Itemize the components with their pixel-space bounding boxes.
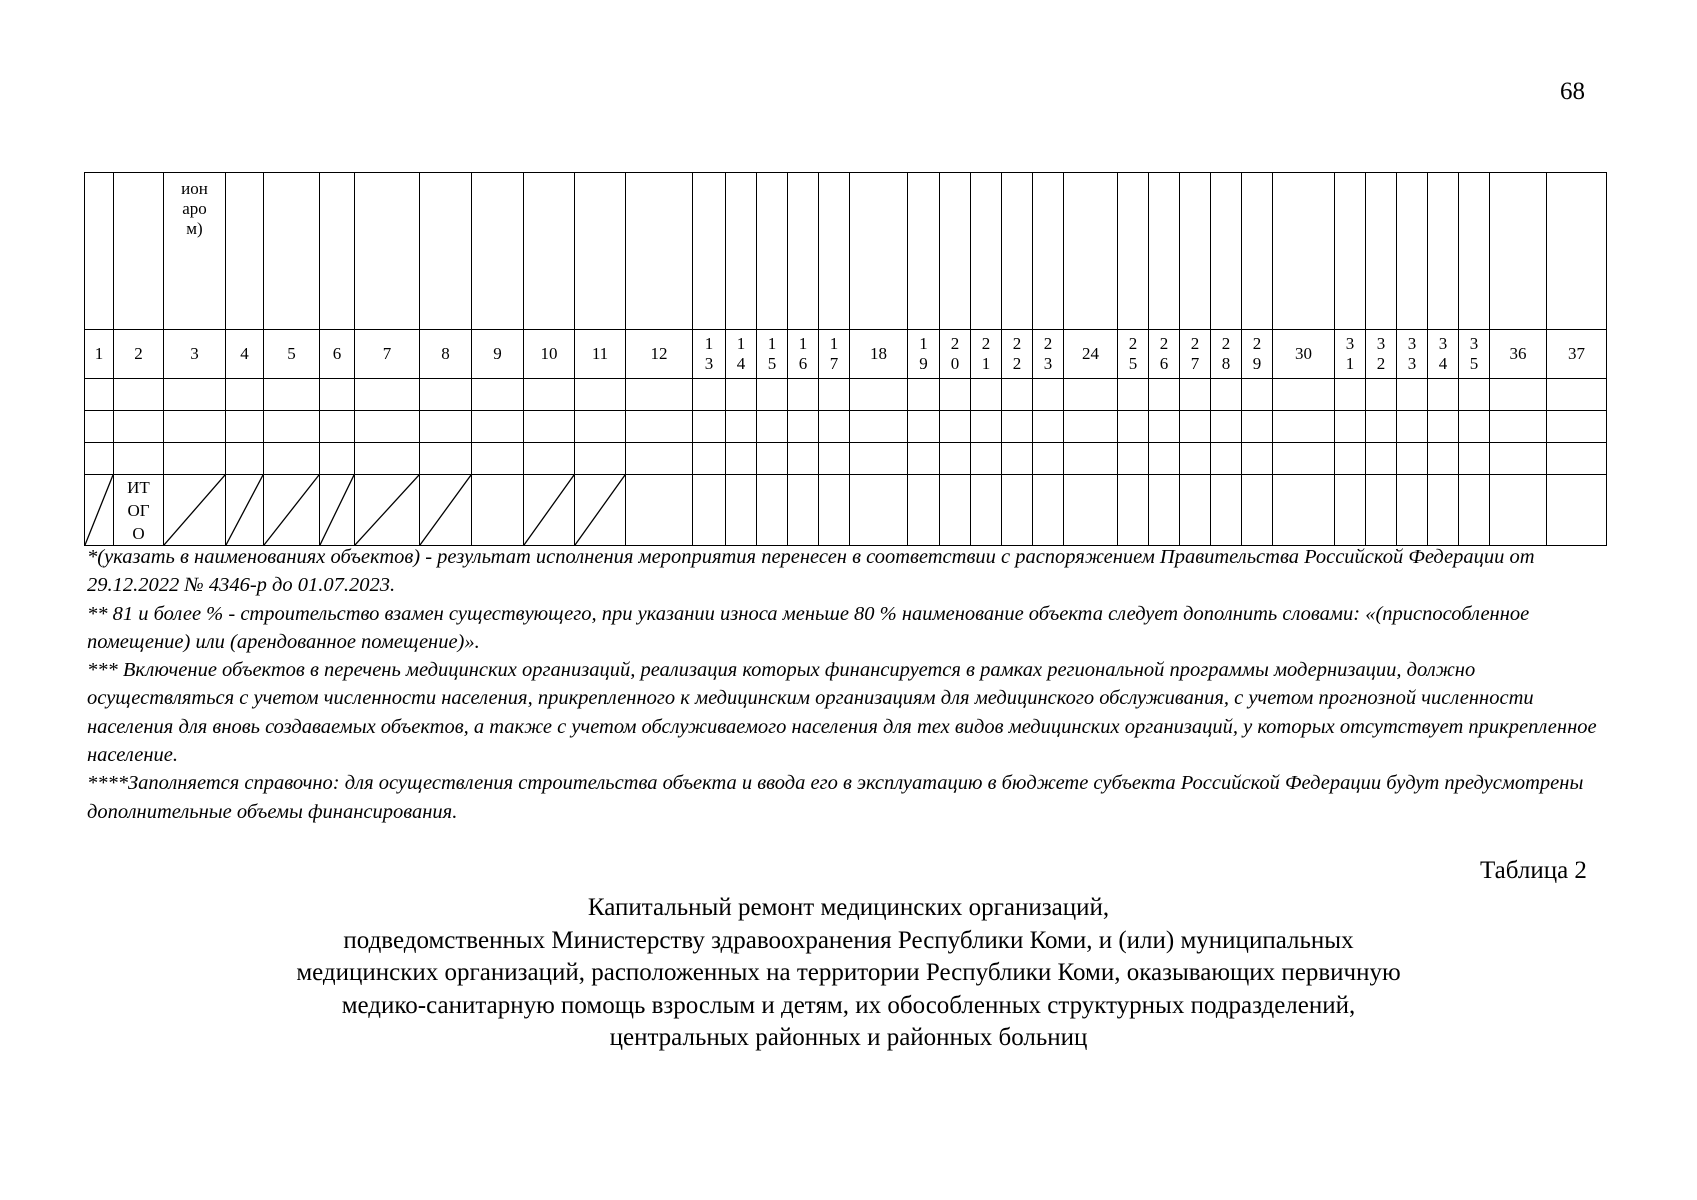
table-cell: [940, 443, 971, 475]
table-2-label: Таблица 2: [1480, 857, 1587, 884]
footnote-4: ****Заполняется справочно: для осуществления строительства объекта и ввода его в эксплуатацию в бюджете субъекта Российской Федерации будут предусмотрены дополнительные объемы финансирования.: [87, 772, 1584, 823]
column-number: [1397, 330, 1428, 379]
header-text-fragment: ион: [181, 179, 208, 198]
table-cell: [264, 443, 320, 475]
column-number-label: 21: [981, 334, 991, 373]
total-cell: [226, 475, 264, 546]
table-cell: [1033, 443, 1064, 475]
table-cell: [1366, 379, 1397, 411]
total-cell: [819, 475, 850, 546]
column-number: [940, 330, 971, 379]
table-cell: [472, 379, 524, 411]
total-cell: [1490, 475, 1547, 546]
column-number: [626, 330, 693, 379]
column-number-label: 9: [493, 344, 502, 363]
table-cell: [1428, 379, 1459, 411]
table-cell: [1335, 379, 1366, 411]
table-cell: [1335, 411, 1366, 443]
table-cell: [788, 443, 819, 475]
table-cell: [850, 411, 908, 443]
table-cell: [788, 411, 819, 443]
table-cell: [264, 411, 320, 443]
table-cell: [355, 411, 420, 443]
table-cell: [1118, 443, 1149, 475]
diagonal-slash: [355, 475, 419, 545]
total-cell: [472, 475, 524, 546]
table-cell: [1335, 443, 1366, 475]
page-number: 68: [1560, 78, 1585, 105]
header-cell: [320, 173, 355, 330]
total-cell: [1118, 475, 1149, 546]
total-cell: [1180, 475, 1211, 546]
total-label: ИТОГО: [127, 477, 150, 543]
column-number: [1273, 330, 1335, 379]
table-cell: [1273, 443, 1335, 475]
total-cell: [575, 475, 626, 546]
header-cell: [575, 173, 626, 330]
column-number: [524, 330, 575, 379]
table-cell: [114, 443, 164, 475]
table-cell: [693, 379, 726, 411]
column-number: [819, 330, 850, 379]
column-number: [726, 330, 757, 379]
column-number-label: 3: [190, 344, 199, 363]
column-number: [788, 330, 819, 379]
table-cell: [1242, 411, 1273, 443]
total-cell: [1547, 475, 1607, 546]
column-number: [971, 330, 1002, 379]
table-cell: [757, 411, 788, 443]
table-cell: [355, 443, 420, 475]
title-line: медицинских организаций, расположенных на территории Республики Коми, оказывающих первичную: [296, 959, 1401, 986]
header-cell: [164, 173, 226, 330]
column-number: [1211, 330, 1242, 379]
total-cell: [1242, 475, 1273, 546]
diagonal-slash: [226, 475, 263, 545]
table-cell: [1149, 411, 1180, 443]
table-cell: [850, 379, 908, 411]
column-number-label: 14: [736, 334, 746, 373]
column-number: [320, 330, 355, 379]
column-number-label: 13: [704, 334, 714, 373]
table-cell: [1211, 379, 1242, 411]
column-number: [264, 330, 320, 379]
column-number: [114, 330, 164, 379]
column-number-label: 18: [870, 344, 887, 363]
total-cell: [788, 475, 819, 546]
table-cell: [819, 379, 850, 411]
column-number-label: 16: [798, 334, 808, 373]
table-cell: [524, 411, 575, 443]
table-cell: [1397, 379, 1428, 411]
table-cell: [1459, 379, 1490, 411]
total-cell: [420, 475, 472, 546]
total-cell: [355, 475, 420, 546]
header-cell: [1064, 173, 1118, 330]
table-cell: [1459, 411, 1490, 443]
total-cell: [320, 475, 355, 546]
footnotes: [87, 543, 1607, 826]
header-cell: [1428, 173, 1459, 330]
table-cell: [226, 443, 264, 475]
column-number: [1180, 330, 1211, 379]
header-cell: [1033, 173, 1064, 330]
footnote-1: *(указать в наименованиях объектов) - результат исполнения мероприятия перенесен в соответствии с распоряжением Правительства Российской Федерации от 29.12.2022 № 4346-р до 01.07.2023.: [87, 546, 1535, 597]
table-cell: [1211, 411, 1242, 443]
table-cell: [850, 443, 908, 475]
total-cell: [1033, 475, 1064, 546]
total-cell: [1366, 475, 1397, 546]
header-cell: [226, 173, 264, 330]
header-cell: [971, 173, 1002, 330]
table-cell: [420, 411, 472, 443]
column-number-label: 34: [1438, 334, 1448, 373]
table-cell: [971, 379, 1002, 411]
table-cell: [1397, 411, 1428, 443]
header-cell: [1118, 173, 1149, 330]
total-cell: [85, 475, 114, 546]
header-cell: [757, 173, 788, 330]
total-cell: [908, 475, 940, 546]
column-number-label: 11: [591, 344, 609, 363]
table-cell: [1397, 443, 1428, 475]
table-cell: [626, 443, 693, 475]
column-number-label: 22: [1012, 334, 1022, 373]
column-number-label: 26: [1159, 334, 1169, 373]
total-cell: [1273, 475, 1335, 546]
column-number: [1033, 330, 1064, 379]
data-table: [84, 172, 1607, 546]
table-cell: [85, 443, 114, 475]
table-cell: [1366, 411, 1397, 443]
table-cell: [819, 443, 850, 475]
table-cell: [1273, 379, 1335, 411]
column-number: [1118, 330, 1149, 379]
column-number-label: 1: [94, 344, 104, 363]
table-cell: [114, 411, 164, 443]
title-line: медико-санитарную помощь взрослым и детям, их обособленных структурных подразделений,: [341, 991, 1356, 1019]
table-cell: [575, 411, 626, 443]
table-cell: [908, 411, 940, 443]
table-cell: [1149, 379, 1180, 411]
table-cell: [420, 443, 472, 475]
title-line: подведомственных Министерству здравоохранения Республики Коми, и (или) муниципальных: [343, 926, 1354, 954]
column-number-label: 2: [134, 344, 143, 363]
total-cell: [1002, 475, 1033, 546]
column-number-label: 25: [1128, 334, 1138, 373]
table-cell: [226, 411, 264, 443]
table-cell: [1002, 443, 1033, 475]
column-numbers-row: [85, 330, 1607, 379]
diagonal-slash: [420, 475, 471, 545]
table-cell: [1149, 443, 1180, 475]
column-number: [575, 330, 626, 379]
column-number: [1335, 330, 1366, 379]
table-cell: [575, 379, 626, 411]
table-cell: [1273, 411, 1335, 443]
header-cell: [472, 173, 524, 330]
table-cell: [264, 379, 320, 411]
header-cell: [355, 173, 420, 330]
column-number-label: 37: [1568, 344, 1585, 363]
table-row: [85, 411, 1607, 443]
header-cell: [850, 173, 908, 330]
table-cell: [524, 379, 575, 411]
total-cell: [693, 475, 726, 546]
table-cell: [355, 379, 420, 411]
diagonal-slash: [524, 475, 574, 545]
table-cell: [472, 443, 524, 475]
column-number-label: 12: [650, 344, 668, 363]
table-cell: [1180, 411, 1211, 443]
total-label-cell: [114, 475, 164, 546]
column-number: [1547, 330, 1607, 379]
header-cell: [114, 173, 164, 330]
table-cell: [626, 411, 693, 443]
table-cell: [164, 411, 226, 443]
header-cell: [1273, 173, 1335, 330]
column-number: [472, 330, 524, 379]
total-cell: [940, 475, 971, 546]
table-cell: [524, 443, 575, 475]
table-cell: [940, 379, 971, 411]
table-cell: [1242, 443, 1273, 475]
total-cell: [1335, 475, 1366, 546]
table-cell: [788, 379, 819, 411]
column-number-label: 30: [1295, 344, 1312, 363]
total-cell: [626, 475, 693, 546]
total-cell: [726, 475, 757, 546]
total-cell: [1064, 475, 1118, 546]
header-cell: [1547, 173, 1607, 330]
total-cell: [850, 475, 908, 546]
total-cell: [1211, 475, 1242, 546]
table-cell: [1428, 411, 1459, 443]
table-cell: [1211, 443, 1242, 475]
header-cell: [908, 173, 940, 330]
header-cell: [693, 173, 726, 330]
table-cell: [1242, 379, 1273, 411]
table-cell: [1547, 379, 1607, 411]
column-number-label: 36: [1509, 344, 1527, 363]
table-cell: [575, 443, 626, 475]
header-cell: [524, 173, 575, 330]
title-line: центральных районных и районных больниц: [609, 1024, 1088, 1051]
table-cell: [1118, 411, 1149, 443]
table-cell: [1180, 443, 1211, 475]
table-cell: [726, 443, 757, 475]
table-cell: [226, 379, 264, 411]
column-number: [420, 330, 472, 379]
column-number-label: 27: [1190, 334, 1200, 373]
header-cell: [1242, 173, 1273, 330]
table-cell: [1428, 443, 1459, 475]
column-number-label: 10: [540, 344, 558, 363]
title-line: Капитальный ремонт медицинских организаций,: [587, 894, 1110, 921]
table-cell: [971, 411, 1002, 443]
header-cell: [420, 173, 472, 330]
table-cell: [85, 379, 114, 411]
column-number: [1490, 330, 1547, 379]
total-cell: [1459, 475, 1490, 546]
table-cell: [1064, 443, 1118, 475]
header-cell: [1366, 173, 1397, 330]
table-cell: [1490, 443, 1547, 475]
header-text-fragment: м): [186, 219, 203, 238]
column-number: [1459, 330, 1490, 379]
column-number-label: 17: [829, 334, 839, 373]
header-cell: [1459, 173, 1490, 330]
header-text-fragment: аро: [182, 199, 207, 218]
table-cell: [1547, 443, 1607, 475]
column-number-label: 32: [1376, 334, 1386, 373]
table-header-row: [85, 173, 1607, 330]
total-row: [85, 475, 1607, 546]
table-cell: [908, 379, 940, 411]
diagonal-slash: [164, 475, 225, 545]
table-cell: [908, 443, 940, 475]
column-number-label: 5: [287, 344, 296, 363]
table-cell: [693, 411, 726, 443]
column-number-label: 7: [382, 344, 392, 363]
header-cell: [788, 173, 819, 330]
column-number: [1366, 330, 1397, 379]
total-cell: [1397, 475, 1428, 546]
table-cell: [85, 411, 114, 443]
table-cell: [164, 443, 226, 475]
column-number-label: 28: [1221, 334, 1231, 373]
table-cell: [114, 379, 164, 411]
column-number-label: 4: [240, 344, 249, 363]
header-cell: [819, 173, 850, 330]
table-cell: [1459, 443, 1490, 475]
total-cell: [524, 475, 575, 546]
header-cell: [1397, 173, 1428, 330]
table-cell: [420, 379, 472, 411]
diagonal-slash: [85, 475, 113, 545]
table-row: [85, 443, 1607, 475]
total-cell: [1428, 475, 1459, 546]
table-cell: [1064, 411, 1118, 443]
column-number-label: 15: [767, 334, 777, 373]
table-cell: [1366, 443, 1397, 475]
table-cell: [940, 411, 971, 443]
table-cell: [726, 411, 757, 443]
table-cell: [164, 379, 226, 411]
header-cell: [264, 173, 320, 330]
total-cell: [264, 475, 320, 546]
footnote-3: *** Включение объектов в перечень медицинских организаций, реализация которых финансируется в рамках региональной программы модернизации, должно осуществляться с учетом численности населения, прикрепленного к медицинским организациям для медицинского обслуживания, с учетом прогнозной численности населения для вновь создаваемых объектов, а также с учетом обслуживаемого населения для тех видов медицинских организаций, у которых отсутствует прикрепленное население.: [87, 659, 1597, 767]
table-cell: [1118, 379, 1149, 411]
column-number-label: 6: [332, 344, 342, 363]
header-cell: [1490, 173, 1547, 330]
table-cell: [757, 379, 788, 411]
header-cell: [726, 173, 757, 330]
column-number: [164, 330, 226, 379]
header-cell: [626, 173, 693, 330]
header-cell: [940, 173, 971, 330]
column-number-label: 29: [1252, 334, 1262, 373]
table-cell: [626, 379, 693, 411]
table-2-title: [0, 892, 1697, 1055]
column-number: [1428, 330, 1459, 379]
table-cell: [1033, 411, 1064, 443]
column-number-label: 24: [1082, 344, 1099, 363]
diagonal-slash: [320, 475, 354, 545]
total-cell: [971, 475, 1002, 546]
column-number: [850, 330, 908, 379]
column-number: [1149, 330, 1180, 379]
table-cell: [1180, 379, 1211, 411]
table-cell: [819, 411, 850, 443]
header-cell: [1149, 173, 1180, 330]
table-row: [85, 379, 1607, 411]
column-number: [908, 330, 940, 379]
diagonal-slash: [575, 475, 625, 545]
table-cell: [320, 443, 355, 475]
column-number-label: 35: [1469, 334, 1479, 373]
table-cell: [1490, 411, 1547, 443]
table-cell: [320, 411, 355, 443]
table-cell: [1002, 411, 1033, 443]
table-cell: [726, 379, 757, 411]
table-cell: [1064, 379, 1118, 411]
diagonal-slash: [264, 475, 319, 545]
header-cell: [85, 173, 114, 330]
column-number-label: 23: [1043, 334, 1053, 373]
column-number: [85, 330, 114, 379]
column-number: [355, 330, 420, 379]
table-cell: [472, 411, 524, 443]
table-cell: [757, 443, 788, 475]
table-cell: [1490, 379, 1547, 411]
column-number-label: 8: [441, 344, 450, 363]
column-number: [757, 330, 788, 379]
column-number: [1002, 330, 1033, 379]
total-cell: [757, 475, 788, 546]
header-cell: [1002, 173, 1033, 330]
header-cell: [1335, 173, 1366, 330]
total-cell: [164, 475, 226, 546]
header-cell: [1211, 173, 1242, 330]
column-number-label: 31: [1345, 334, 1355, 373]
column-number: [693, 330, 726, 379]
column-number: [1242, 330, 1273, 379]
header-cell: [1180, 173, 1211, 330]
column-number-label: 33: [1407, 334, 1417, 373]
column-number: [1064, 330, 1118, 379]
column-number-label: 20: [950, 334, 960, 373]
table-cell: [1033, 379, 1064, 411]
column-number: [226, 330, 264, 379]
table-cell: [320, 379, 355, 411]
column-number-label: 19: [919, 334, 928, 373]
table-cell: [1002, 379, 1033, 411]
table-cell: [971, 443, 1002, 475]
footnote-2: ** 81 и более % - строительство взамен существующего, при указании износа меньше 80 % наименование объекта следует дополнить словами: «(приспособленное помещение) или (арендованное помещение)».: [87, 602, 1530, 653]
total-cell: [1149, 475, 1180, 546]
table-cell: [1547, 411, 1607, 443]
table-cell: [693, 443, 726, 475]
